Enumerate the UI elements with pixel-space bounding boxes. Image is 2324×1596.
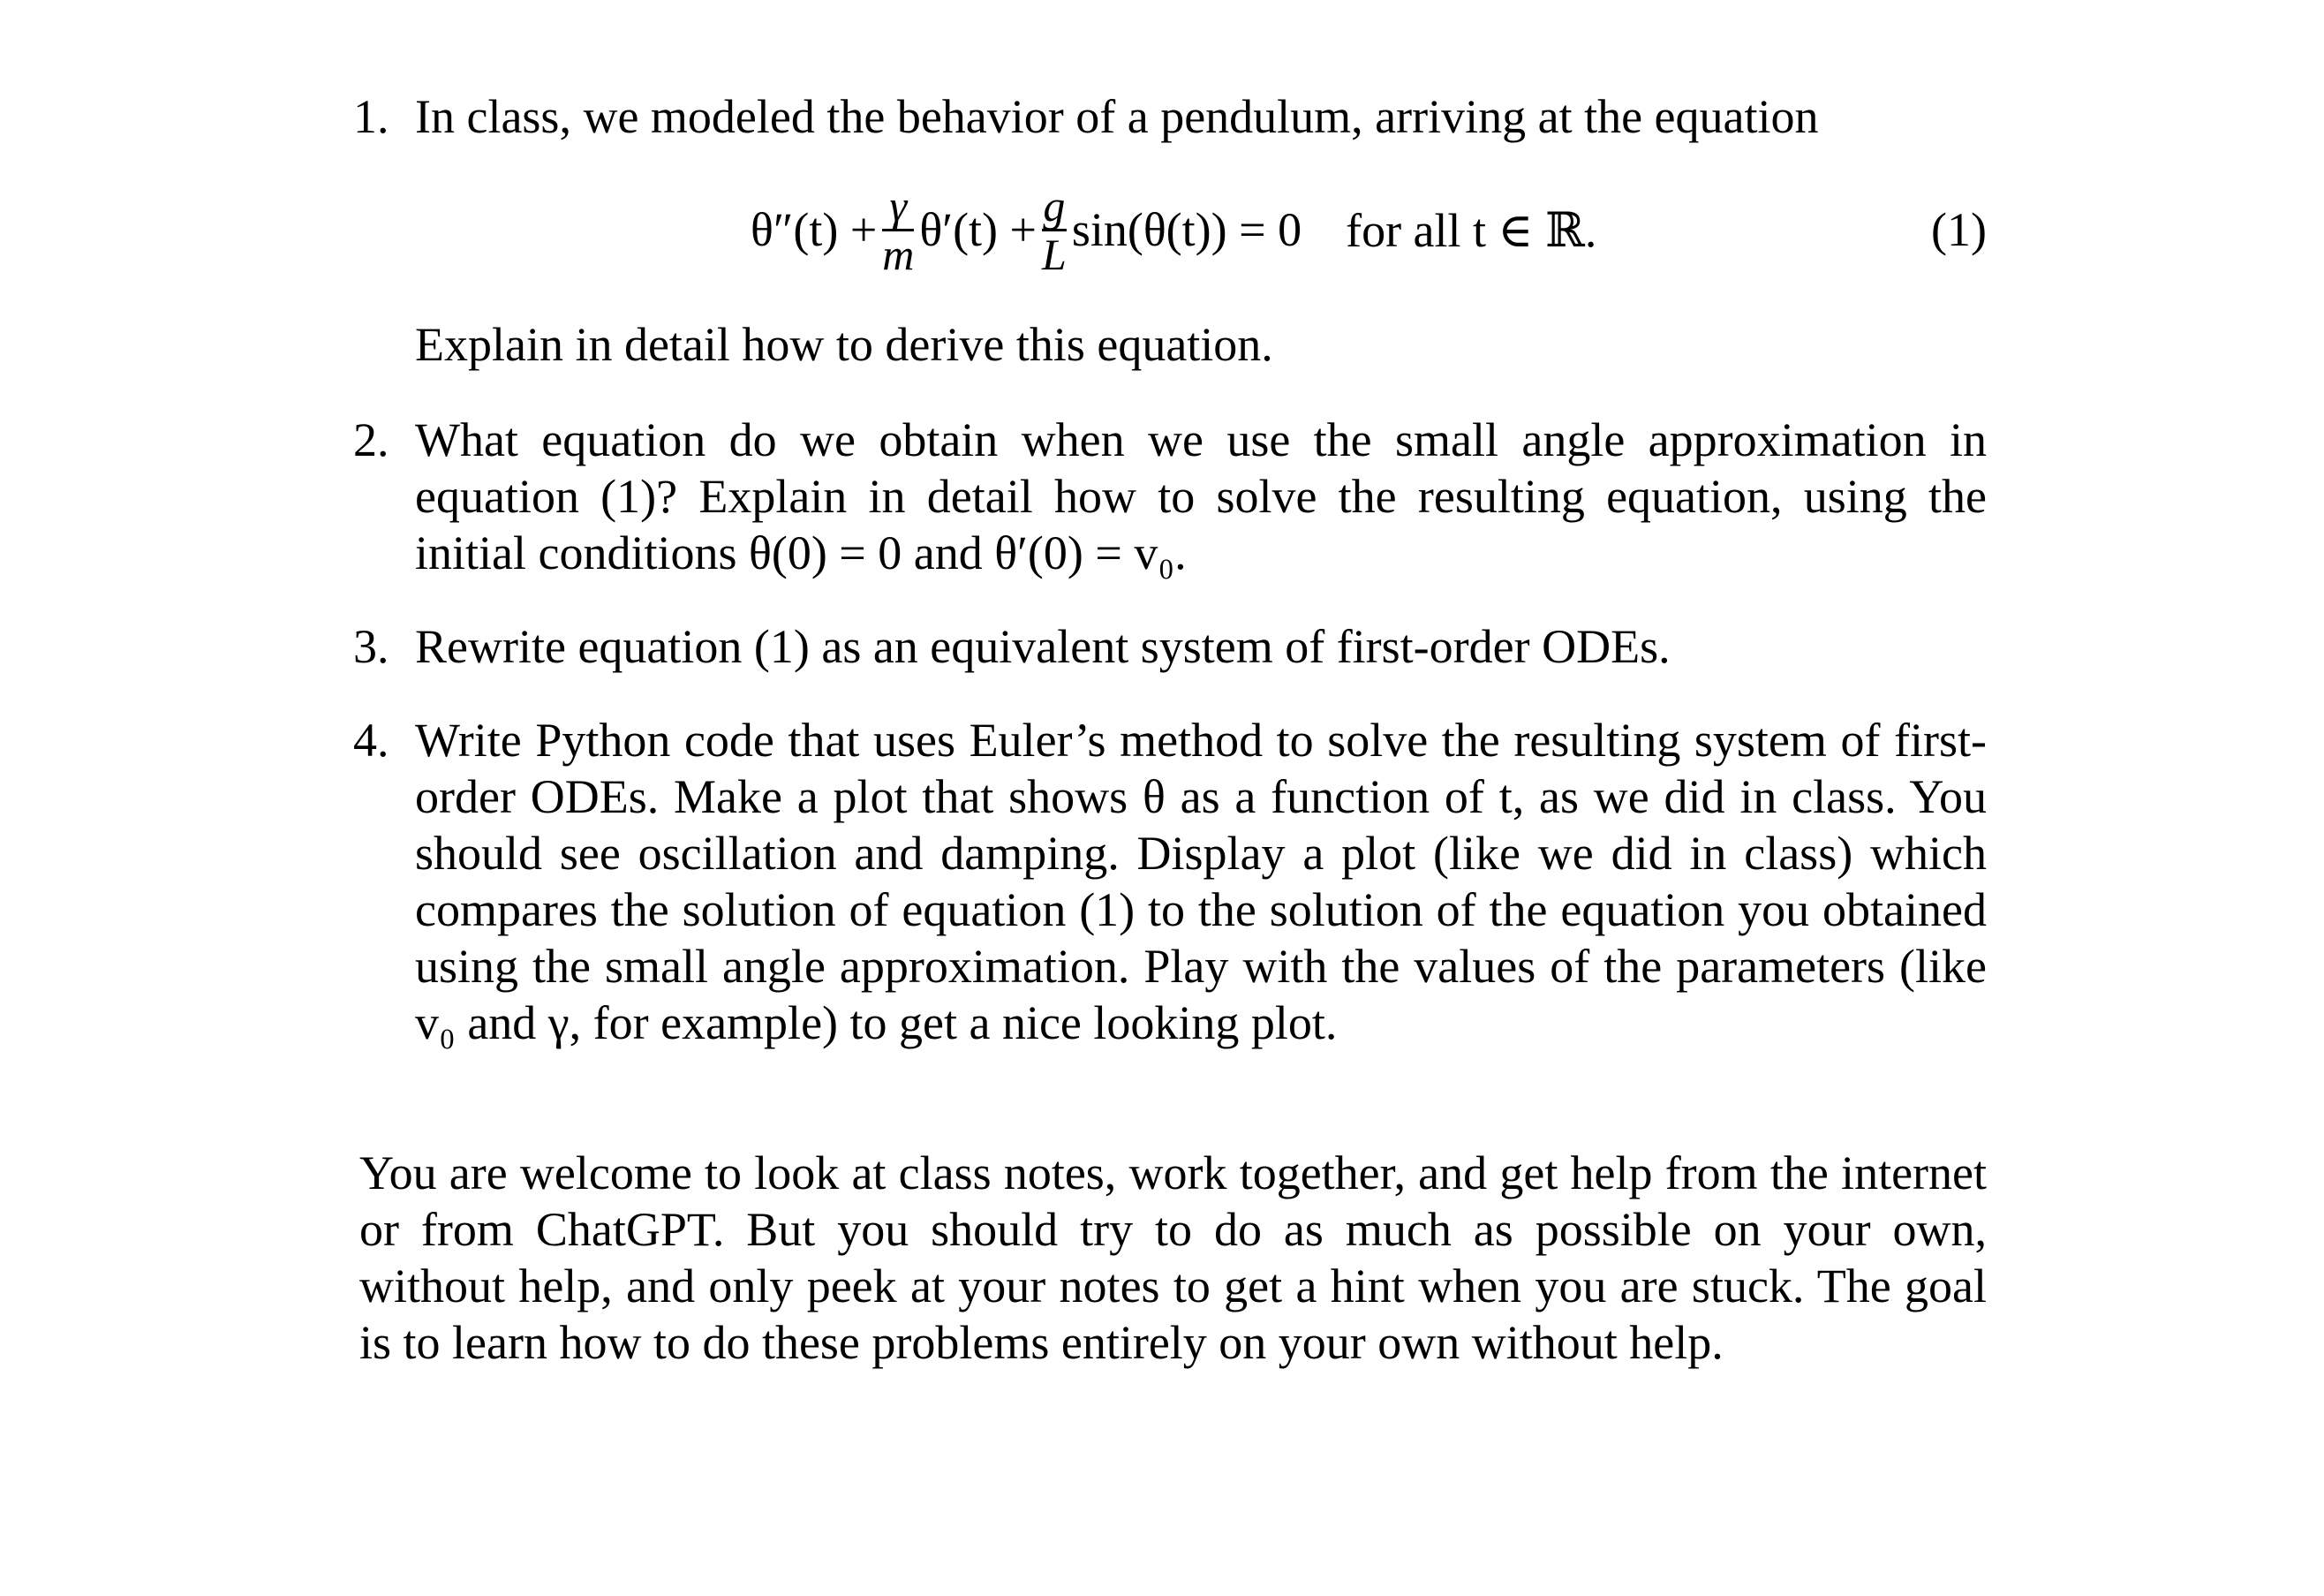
fraction-g-over-l [1042, 180, 1067, 279]
fraction-gamma-over-m [882, 180, 915, 279]
problem-text: Explain in detail how to derive this equation. [415, 318, 1273, 371]
fraction-denominator: m [882, 229, 915, 279]
fraction-denominator: L [1042, 229, 1067, 279]
eq-qualifier: for all t ∈ ℝ. [1346, 203, 1597, 257]
problem-text: Rewrite equation (1) as an equivalent system of first-order ODEs. [415, 620, 1671, 673]
closing-paragraph [359, 1145, 1987, 1371]
problem-number: 3. [353, 620, 389, 673]
problem-2 [353, 412, 1987, 581]
problem-number: 4. [353, 714, 389, 767]
closing-text: You are welcome to look at class notes, work together, and get help from the internet or from ChatGPT. But you should try to do as much as possible on your own, without help, and only peek at your notes to get a hint when you are stuck. The goal is to learn how to do these problems entirely on your own without help. [359, 1146, 1987, 1369]
problem-number: 1. [353, 90, 389, 143]
problem-1 [353, 88, 1987, 145]
fraction-numerator: g [1043, 180, 1066, 231]
problem-text: In class, we modeled the behavior of a pendulum, arriving at the equation [415, 90, 1819, 143]
problem-number: 2. [353, 413, 389, 466]
problem-text: Write Python code that uses Euler’s method to solve the resulting system of first-order ODEs. Make a plot that shows θ as a function of t, as we did in class. You should see oscillation and damping. Display a plot (like we did in class) which compares the solution of equation (1) to the solution of the equation you obtained using the small angle approximation. Play with the values of the parameters (like v₀ and γ, for example) to get a nice looking plot. [415, 714, 1987, 1049]
problem-1-followup [415, 316, 1987, 373]
eq-sine-term: sin(θ(t)) = 0 [1071, 203, 1302, 256]
eq-theta-second-derivative: θ″(t) + [751, 203, 878, 256]
eq-theta-first-derivative: θ′(t) + [919, 203, 1037, 256]
problem-text: What equation do we obtain when we use the small angle approximation in equation (1)? Explain in detail how to solve the resulting equation, using the initial conditions θ(0) = 0 and θ′(0) = v₀. [415, 413, 1987, 579]
equation-label: (1) [1931, 203, 1987, 256]
fraction-numerator: γ [889, 180, 908, 231]
problem-3 [353, 618, 1987, 675]
problem-4 [353, 712, 1987, 1051]
